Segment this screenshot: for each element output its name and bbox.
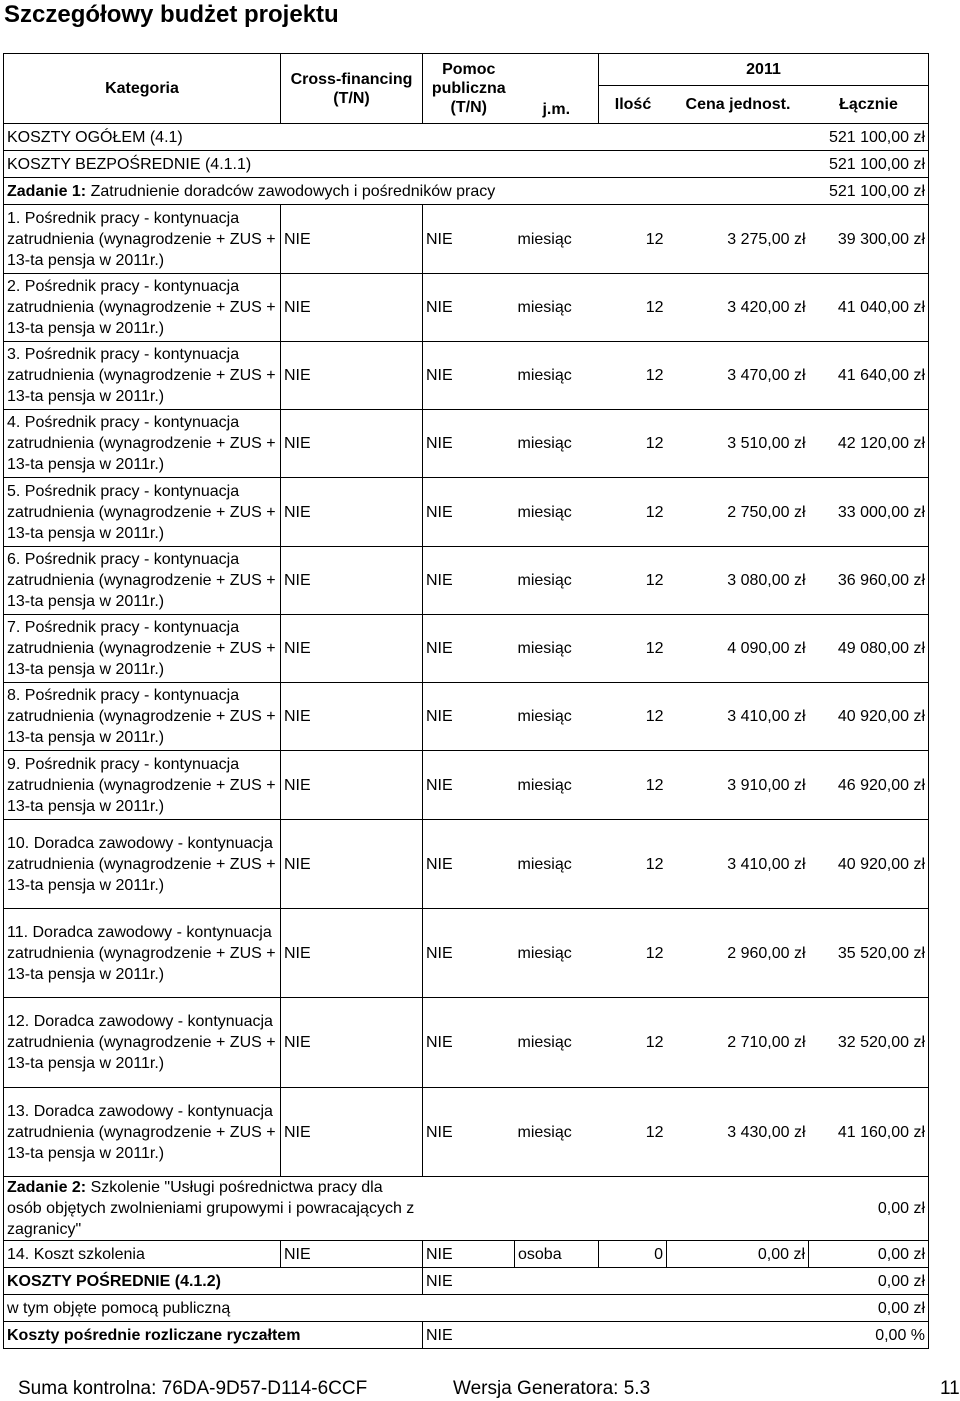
item-quantity: 12: [599, 998, 667, 1088]
item-cross-financing: NIE: [281, 205, 423, 274]
budget-item-row: [4, 751, 929, 820]
item-quantity: 12: [599, 410, 667, 478]
item-cross-financing: NIE: [281, 1241, 423, 1268]
item-quantity: 0: [599, 1241, 667, 1268]
task-label: [4, 178, 809, 205]
budget-item-row: [4, 342, 929, 410]
footer-checksum: Suma kontrolna: 76DA-9D57-D114-6CCF: [18, 1378, 368, 1399]
item-cross-financing: NIE: [281, 547, 423, 615]
budget-item-row: [4, 478, 929, 547]
item-total: 32 520,00 zł: [809, 998, 929, 1088]
item-name: 3. Pośrednik pracy - kontynuacja zatrudnienia (wynagrodzenie + ZUS + 13-ta pensja w 2011r.): [4, 342, 281, 410]
item-public-aid: NIE: [423, 615, 515, 683]
header-year-group: [599, 54, 929, 124]
item-name: 5. Pośrednik pracy - kontynuacja zatrudnienia (wynagrodzenie + ZUS + 13-ta pensja w 2011r.): [4, 478, 281, 547]
item-unit-price: 3 410,00 zł: [667, 820, 809, 909]
item-name: 10. Doradca zawodowy - kontynuacja zatrudnienia (wynagrodzenie + ZUS + 13-ta pensja w 2011r.): [4, 820, 281, 909]
item-quantity: 12: [599, 205, 667, 274]
item-unit: miesiąc: [515, 615, 599, 683]
public-aid-total: 0,00 zł: [809, 1295, 929, 1322]
item-unit-price: 3 510,00 zł: [667, 410, 809, 478]
item-total: 35 520,00 zł: [809, 909, 929, 998]
item-unit-price: 3 080,00 zł: [667, 547, 809, 615]
item-cross-financing: NIE: [281, 478, 423, 547]
item-total: 41 040,00 zł: [809, 274, 929, 342]
header-cross-financing: Cross-financing (T/N): [281, 54, 423, 124]
flat-rate-row: [4, 1322, 929, 1349]
budget-item-row: [4, 410, 929, 478]
task-row: [4, 178, 929, 205]
item-public-aid: NIE: [423, 342, 515, 410]
flat-rate-cross: NIE: [423, 1322, 809, 1349]
item-name: 8. Pośrednik pracy - kontynuacja zatrudnienia (wynagrodzenie + ZUS + 13-ta pensja w 2011r.): [4, 683, 281, 751]
summary-label: KOSZTY OGÓŁEM (4.1): [4, 124, 809, 151]
item-quantity: 12: [599, 683, 667, 751]
item-quantity: 12: [599, 342, 667, 410]
item-name: 7. Pośrednik pracy - kontynuacja zatrudnienia (wynagrodzenie + ZUS + 13-ta pensja w 2011r.): [4, 615, 281, 683]
item-name: 11. Doradca zawodowy - kontynuacja zatrudnienia (wynagrodzenie + ZUS + 13-ta pensja w 2011r.): [4, 909, 281, 998]
item-total: 36 960,00 zł: [809, 547, 929, 615]
item-unit: miesiąc: [515, 274, 599, 342]
item-unit-price: 4 090,00 zł: [667, 615, 809, 683]
budget-item-row: [4, 683, 929, 751]
flat-rate-total: 0,00 %: [809, 1322, 929, 1349]
summary-label: KOSZTY BEZPOŚREDNIE (4.1.1): [4, 151, 809, 178]
item-unit-price: 2 960,00 zł: [667, 909, 809, 998]
item-unit-price: 3 275,00 zł: [667, 205, 809, 274]
task-total: 521 100,00 zł: [809, 178, 929, 205]
item-quantity: 12: [599, 1088, 667, 1177]
item-quantity: 12: [599, 615, 667, 683]
item-cross-financing: NIE: [281, 1088, 423, 1177]
item-total: 42 120,00 zł: [809, 410, 929, 478]
budget-item-row: [4, 205, 929, 274]
indirect-costs-total: 0,00 zł: [809, 1268, 929, 1295]
item-unit: miesiąc: [515, 1088, 599, 1177]
item-name: 2. Pośrednik pracy - kontynuacja zatrudnienia (wynagrodzenie + ZUS + 13-ta pensja w 2011r.): [4, 274, 281, 342]
item-public-aid: NIE: [423, 274, 515, 342]
item-quantity: 12: [599, 820, 667, 909]
item-unit: miesiąc: [515, 547, 599, 615]
task-label-bold: Zadanie 2:: [7, 1179, 87, 1196]
task-row: [4, 1177, 929, 1241]
item-name: 14. Koszt szkolenia: [4, 1241, 281, 1268]
item-unit: miesiąc: [515, 998, 599, 1088]
flat-rate-label: Koszty pośrednie rozliczane ryczałtem: [4, 1322, 423, 1349]
budget-item-row: [4, 998, 929, 1088]
item-cross-financing: NIE: [281, 909, 423, 998]
footer-page-number: 11: [940, 1378, 960, 1399]
item-total: 40 920,00 zł: [809, 683, 929, 751]
item-total: 0,00 zł: [809, 1241, 929, 1268]
item-public-aid: NIE: [423, 205, 515, 274]
item-total: 49 080,00 zł: [809, 615, 929, 683]
footer-version: Wersja Generatora: 5.3: [453, 1378, 651, 1399]
header-year: 2011: [599, 54, 928, 85]
item-unit-price: 2 750,00 zł: [667, 478, 809, 547]
item-public-aid: NIE: [423, 909, 515, 998]
item-public-aid: NIE: [423, 998, 515, 1088]
item-cross-financing: NIE: [281, 410, 423, 478]
item-total: 33 000,00 zł: [809, 478, 929, 547]
budget-item-row: [4, 1241, 929, 1268]
item-unit-price: 3 430,00 zł: [667, 1088, 809, 1177]
header-pomoc-publiczna: Pomoc publiczna (T/N): [423, 54, 515, 124]
budget-item-row: [4, 547, 929, 615]
item-total: 40 920,00 zł: [809, 820, 929, 909]
item-public-aid: NIE: [423, 1088, 515, 1177]
budget-item-row: [4, 615, 929, 683]
item-unit: osoba: [515, 1241, 599, 1268]
budget-item-row: [4, 1088, 929, 1177]
item-cross-financing: NIE: [281, 274, 423, 342]
budget-item-row: [4, 274, 929, 342]
header-cena: Cena jednost.: [685, 95, 791, 113]
task-total: 0,00 zł: [809, 1177, 929, 1241]
budget-item-row: [4, 909, 929, 998]
item-name: 12. Doradca zawodowy - kontynuacja zatrudnienia (wynagrodzenie + ZUS + 13-ta pensja w 2011r.): [4, 998, 281, 1088]
item-unit: miesiąc: [515, 683, 599, 751]
task-label: [4, 1177, 809, 1241]
item-unit-price: 3 410,00 zł: [667, 683, 809, 751]
public-aid-label: w tym objęte pomocą publiczną: [4, 1295, 809, 1322]
item-quantity: 12: [599, 478, 667, 547]
header-kategoria: Kategoria: [4, 54, 281, 124]
item-quantity: 12: [599, 274, 667, 342]
task-label-text: Szkolenie "Usługi pośrednictwa pracy dla osób objętych zwolnieniami grupowymi i powracających z zagranicy": [7, 1179, 415, 1238]
header-row: [4, 54, 929, 124]
summary-row: [4, 151, 929, 178]
item-unit-price: 2 710,00 zł: [667, 998, 809, 1088]
task-label-bold: Zadanie 1:: [7, 182, 87, 200]
item-name: 1. Pośrednik pracy - kontynuacja zatrudnienia (wynagrodzenie + ZUS + 13-ta pensja w 2011r.): [4, 205, 281, 274]
item-unit-price: 3 910,00 zł: [667, 751, 809, 820]
item-public-aid: NIE: [423, 751, 515, 820]
item-unit: miesiąc: [515, 205, 599, 274]
item-name: 9. Pośrednik pracy - kontynuacja zatrudnienia (wynagrodzenie + ZUS + 13-ta pensja w 2011r.): [4, 751, 281, 820]
summary-total: 521 100,00 zł: [809, 151, 929, 178]
budget-item-row: [4, 820, 929, 909]
summary-total: 521 100,00 zł: [809, 124, 929, 151]
item-cross-financing: NIE: [281, 615, 423, 683]
item-unit: miesiąc: [515, 478, 599, 547]
page-title: Szczegółowy budżet projektu: [4, 1, 339, 28]
item-unit: miesiąc: [515, 342, 599, 410]
item-cross-financing: NIE: [281, 683, 423, 751]
item-public-aid: NIE: [423, 683, 515, 751]
item-total: 46 920,00 zł: [809, 751, 929, 820]
item-quantity: 12: [599, 751, 667, 820]
public-aid-row: [4, 1295, 929, 1322]
indirect-costs-row: [4, 1268, 929, 1295]
item-total: 39 300,00 zł: [809, 205, 929, 274]
header-ilosc: Ilość: [614, 95, 652, 113]
item-unit: miesiąc: [515, 909, 599, 998]
summary-row: [4, 124, 929, 151]
item-public-aid: NIE: [423, 820, 515, 909]
item-cross-financing: NIE: [281, 820, 423, 909]
task-label-text: Zatrudnienie doradców zawodowych i pośredników pracy: [86, 182, 496, 200]
item-name: 4. Pośrednik pracy - kontynuacja zatrudnienia (wynagrodzenie + ZUS + 13-ta pensja w 2011r.): [4, 410, 281, 478]
item-cross-financing: NIE: [281, 998, 423, 1088]
item-total: 41 160,00 zł: [809, 1088, 929, 1177]
item-unit: miesiąc: [515, 820, 599, 909]
item-quantity: 12: [599, 909, 667, 998]
item-cross-financing: NIE: [281, 342, 423, 410]
item-public-aid: NIE: [423, 410, 515, 478]
item-public-aid: NIE: [423, 1241, 515, 1268]
indirect-costs-label: KOSZTY POŚREDNIE (4.1.2): [4, 1268, 423, 1295]
item-public-aid: NIE: [423, 478, 515, 547]
item-unit-price: 3 470,00 zł: [667, 342, 809, 410]
header-lacznie: Łącznie: [839, 95, 898, 113]
item-total: 41 640,00 zł: [809, 342, 929, 410]
item-public-aid: NIE: [423, 547, 515, 615]
indirect-costs-cross: NIE: [423, 1268, 809, 1295]
item-unit-price: 0,00 zł: [667, 1241, 809, 1268]
item-unit: miesiąc: [515, 410, 599, 478]
item-quantity: 12: [599, 547, 667, 615]
item-unit: miesiąc: [515, 751, 599, 820]
budget-table: [3, 53, 929, 1349]
header-jm: j.m.: [515, 54, 599, 124]
item-cross-financing: NIE: [281, 751, 423, 820]
item-unit-price: 3 420,00 zł: [667, 274, 809, 342]
item-name: 13. Doradca zawodowy - kontynuacja zatrudnienia (wynagrodzenie + ZUS + 13-ta pensja w 2011r.): [4, 1088, 281, 1177]
item-name: 6. Pośrednik pracy - kontynuacja zatrudnienia (wynagrodzenie + ZUS + 13-ta pensja w 2011r.): [4, 547, 281, 615]
